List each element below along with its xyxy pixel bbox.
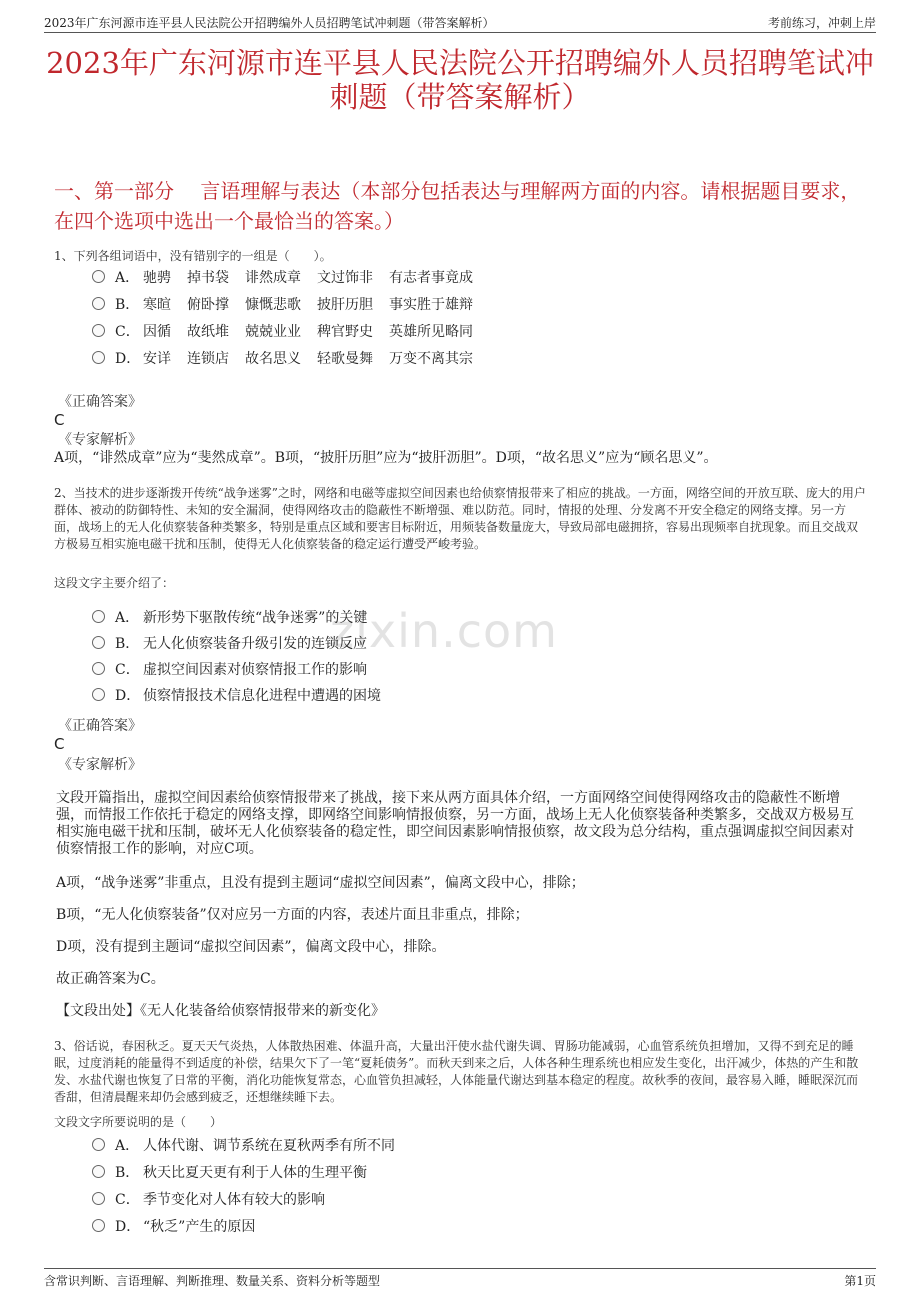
question-1-text: 1、下列各组词语中，没有错别字的一组是（ ）。 [54,249,332,263]
q3-option-c[interactable]: C． 季节变化对人体有较大的影响 [92,1190,325,1210]
footer-divider [44,1268,876,1269]
radio-button-icon[interactable] [92,1138,105,1151]
section-heading: 一、第一部分 言语理解与表达（本部分包括表达与理解两方面的内容。请根据题目要求，在四个选项中选出一个最恰当的答案。） [54,179,861,233]
q2-analysis-conclusion: 故正确答案为C。 [56,971,165,987]
q3-option-a[interactable]: A． 人体代谢、调节系统在夏秋两季有所不同 [92,1136,395,1156]
header-divider [44,32,876,33]
q1-analysis: A项，“诽然成章”应为“斐然成章”。B项，“披肝历胆”应为“披肝沥胆”。D项，“故名思义”应为“顾名思义”。 [54,450,718,466]
q1-analysis-label: 《专家解析》 [58,432,142,448]
radio-button-icon[interactable] [92,662,105,675]
q2-source: 【文段出处】《无人化装备给侦察情报带来的新变化》 [56,1003,385,1019]
q2-option-b[interactable]: B． 无人化侦察装备升级引发的连锁反应 [92,634,367,654]
radio-button-icon[interactable] [92,610,105,623]
q1-answer: C [54,411,65,429]
radio-button-icon[interactable] [92,351,105,364]
q3-prompt: 文段文字所要说明的是（ ） [54,1115,223,1129]
page-number: 第1页 [844,1274,876,1288]
radio-button-icon[interactable] [92,1165,105,1178]
q1-option-a[interactable]: A． 驰骋 掉书袋 诽然成章 文过饰非 有志者事竟成 [92,268,489,288]
question-2-text: 2、当技术的进步逐渐拨开传统“战争迷雾”之时，网络和电磁等虚拟空间因素也给侦察情报带来了相应的挑战。一方面，网络空间的开放互联、庞大的用户群体、被动的防御特性、未知的安全漏洞，使得网络攻击的隐蔽性不断增强、难以防范。同时，情报的处理、分发离不开安全稳定的网络支撑。另一方面，战场上的无人化侦察装备种类繁多，特别是重点区域和要害目标附近，用频装备数量庞大，导致局部电磁拥挤，容易出现频率自扰现象。而且交战双方极易互相实施电磁干扰和压制，使得无人化侦察装备的稳定运行遭受严峻考验。 [54,486,866,551]
watermark: zixin.com [330,604,558,658]
question-3-text: 3、俗话说，春困秋乏。夏天天气炎热，人体散热困难、体温升高，大量出汗使水盐代谢失调、胃肠功能减弱，心血管系统负担增加，又得不到充足的睡眠，过度消耗的能量得不到适度的补偿，结果欠下了一笔“夏耗债务”。而秋天到来之后，人体各种生理系统也相应发生变化，出汗减少，体热的产生和散发、水盐代谢也恢复了日常的平衡，消化功能恢复常态，心血管负担减轻，人体能量代谢达到基本稳定的程度。故秋季的夜间，最容易入睡，睡眠深沉而香甜，但清晨醒来却仍会感到疲乏，还想继续睡下去。 [54,1039,859,1104]
q2-analysis-label: 《专家解析》 [58,757,142,773]
q3-option-d[interactable]: D． “秋乏”产生的原因 [92,1217,255,1237]
q2-option-c[interactable]: C． 虚拟空间因素对侦察情报工作的影响 [92,660,367,680]
q2-analysis-a: A项，“战争迷雾”非重点，且没有提到主题词“虚拟空间因素”，偏离文段中心，排除； [56,875,585,891]
q2-option-a[interactable]: A． 新形势下驱散传统“战争迷雾”的关键 [92,608,367,628]
q1-answer-label: 《正确答案》 [58,394,142,410]
q1-option-d[interactable]: D． 安详 连锁店 故名思义 轻歌曼舞 万变不离其宗 [92,349,489,369]
q2-option-d[interactable]: D． 侦察情报技术信息化进程中遭遇的困境 [92,686,381,706]
radio-button-icon[interactable] [92,1192,105,1205]
q2-analysis-b: B项，“无人化侦察装备”仅对应另一方面的内容，表述片面且非重点，排除； [56,907,529,923]
radio-button-icon[interactable] [92,297,105,310]
radio-button-icon[interactable] [92,636,105,649]
radio-button-icon[interactable] [92,270,105,283]
q2-answer: C [54,735,65,753]
page-header-title: 2023年广东河源市连平县人民法院公开招聘编外人员招聘笔试冲刺题（带答案解析） [44,16,495,30]
q2-answer-label: 《正确答案》 [58,718,142,734]
page-header-slogan: 考前练习，冲刺上岸 [767,16,876,30]
q1-option-b[interactable]: B． 寒暄 俯卧撑 慷慨悲歌 披肝历胆 事实胜于雄辩 [92,295,489,315]
q1-option-c[interactable]: C． 因循 故纸堆 兢兢业业 稗官野史 英雄所见略同 [92,322,489,342]
radio-button-icon[interactable] [92,324,105,337]
q2-analysis-d: D项，没有提到主题词“虚拟空间因素”，偏离文段中心，排除。 [56,939,446,955]
radio-button-icon[interactable] [92,688,105,701]
q2-prompt: 这段文字主要介绍了： [54,576,175,590]
q3-option-b[interactable]: B． 秋天比夏天更有利于人体的生理平衡 [92,1163,367,1183]
document-title: 2023年广东河源市连平县人民法院公开招聘编外人员招聘笔试冲刺题（带答案解析） [46,46,874,114]
q2-analysis-main: 文段开篇指出，虚拟空间因素给侦察情报带来了挑战，接下来从两方面具体介绍，一方面网络空间使得网络攻击的隐蔽性不断增强，而情报工作依托于稳定的网络支撑，即网络空间影响情报侦察，另一方面，战场上无人化侦察装备种类繁多，交战双方极易互相实施电磁干扰和压制，破坏无人化侦察装备的稳定性，即空间因素影响情报侦察，故文段为总分结构，重点强调虚拟空间因素对侦察情报工作的影响，对应C项。 [56,790,854,857]
footer-note: 含常识判断、言语理解、判断推理、数量关系、资料分析等题型 [44,1274,381,1288]
radio-button-icon[interactable] [92,1219,105,1232]
